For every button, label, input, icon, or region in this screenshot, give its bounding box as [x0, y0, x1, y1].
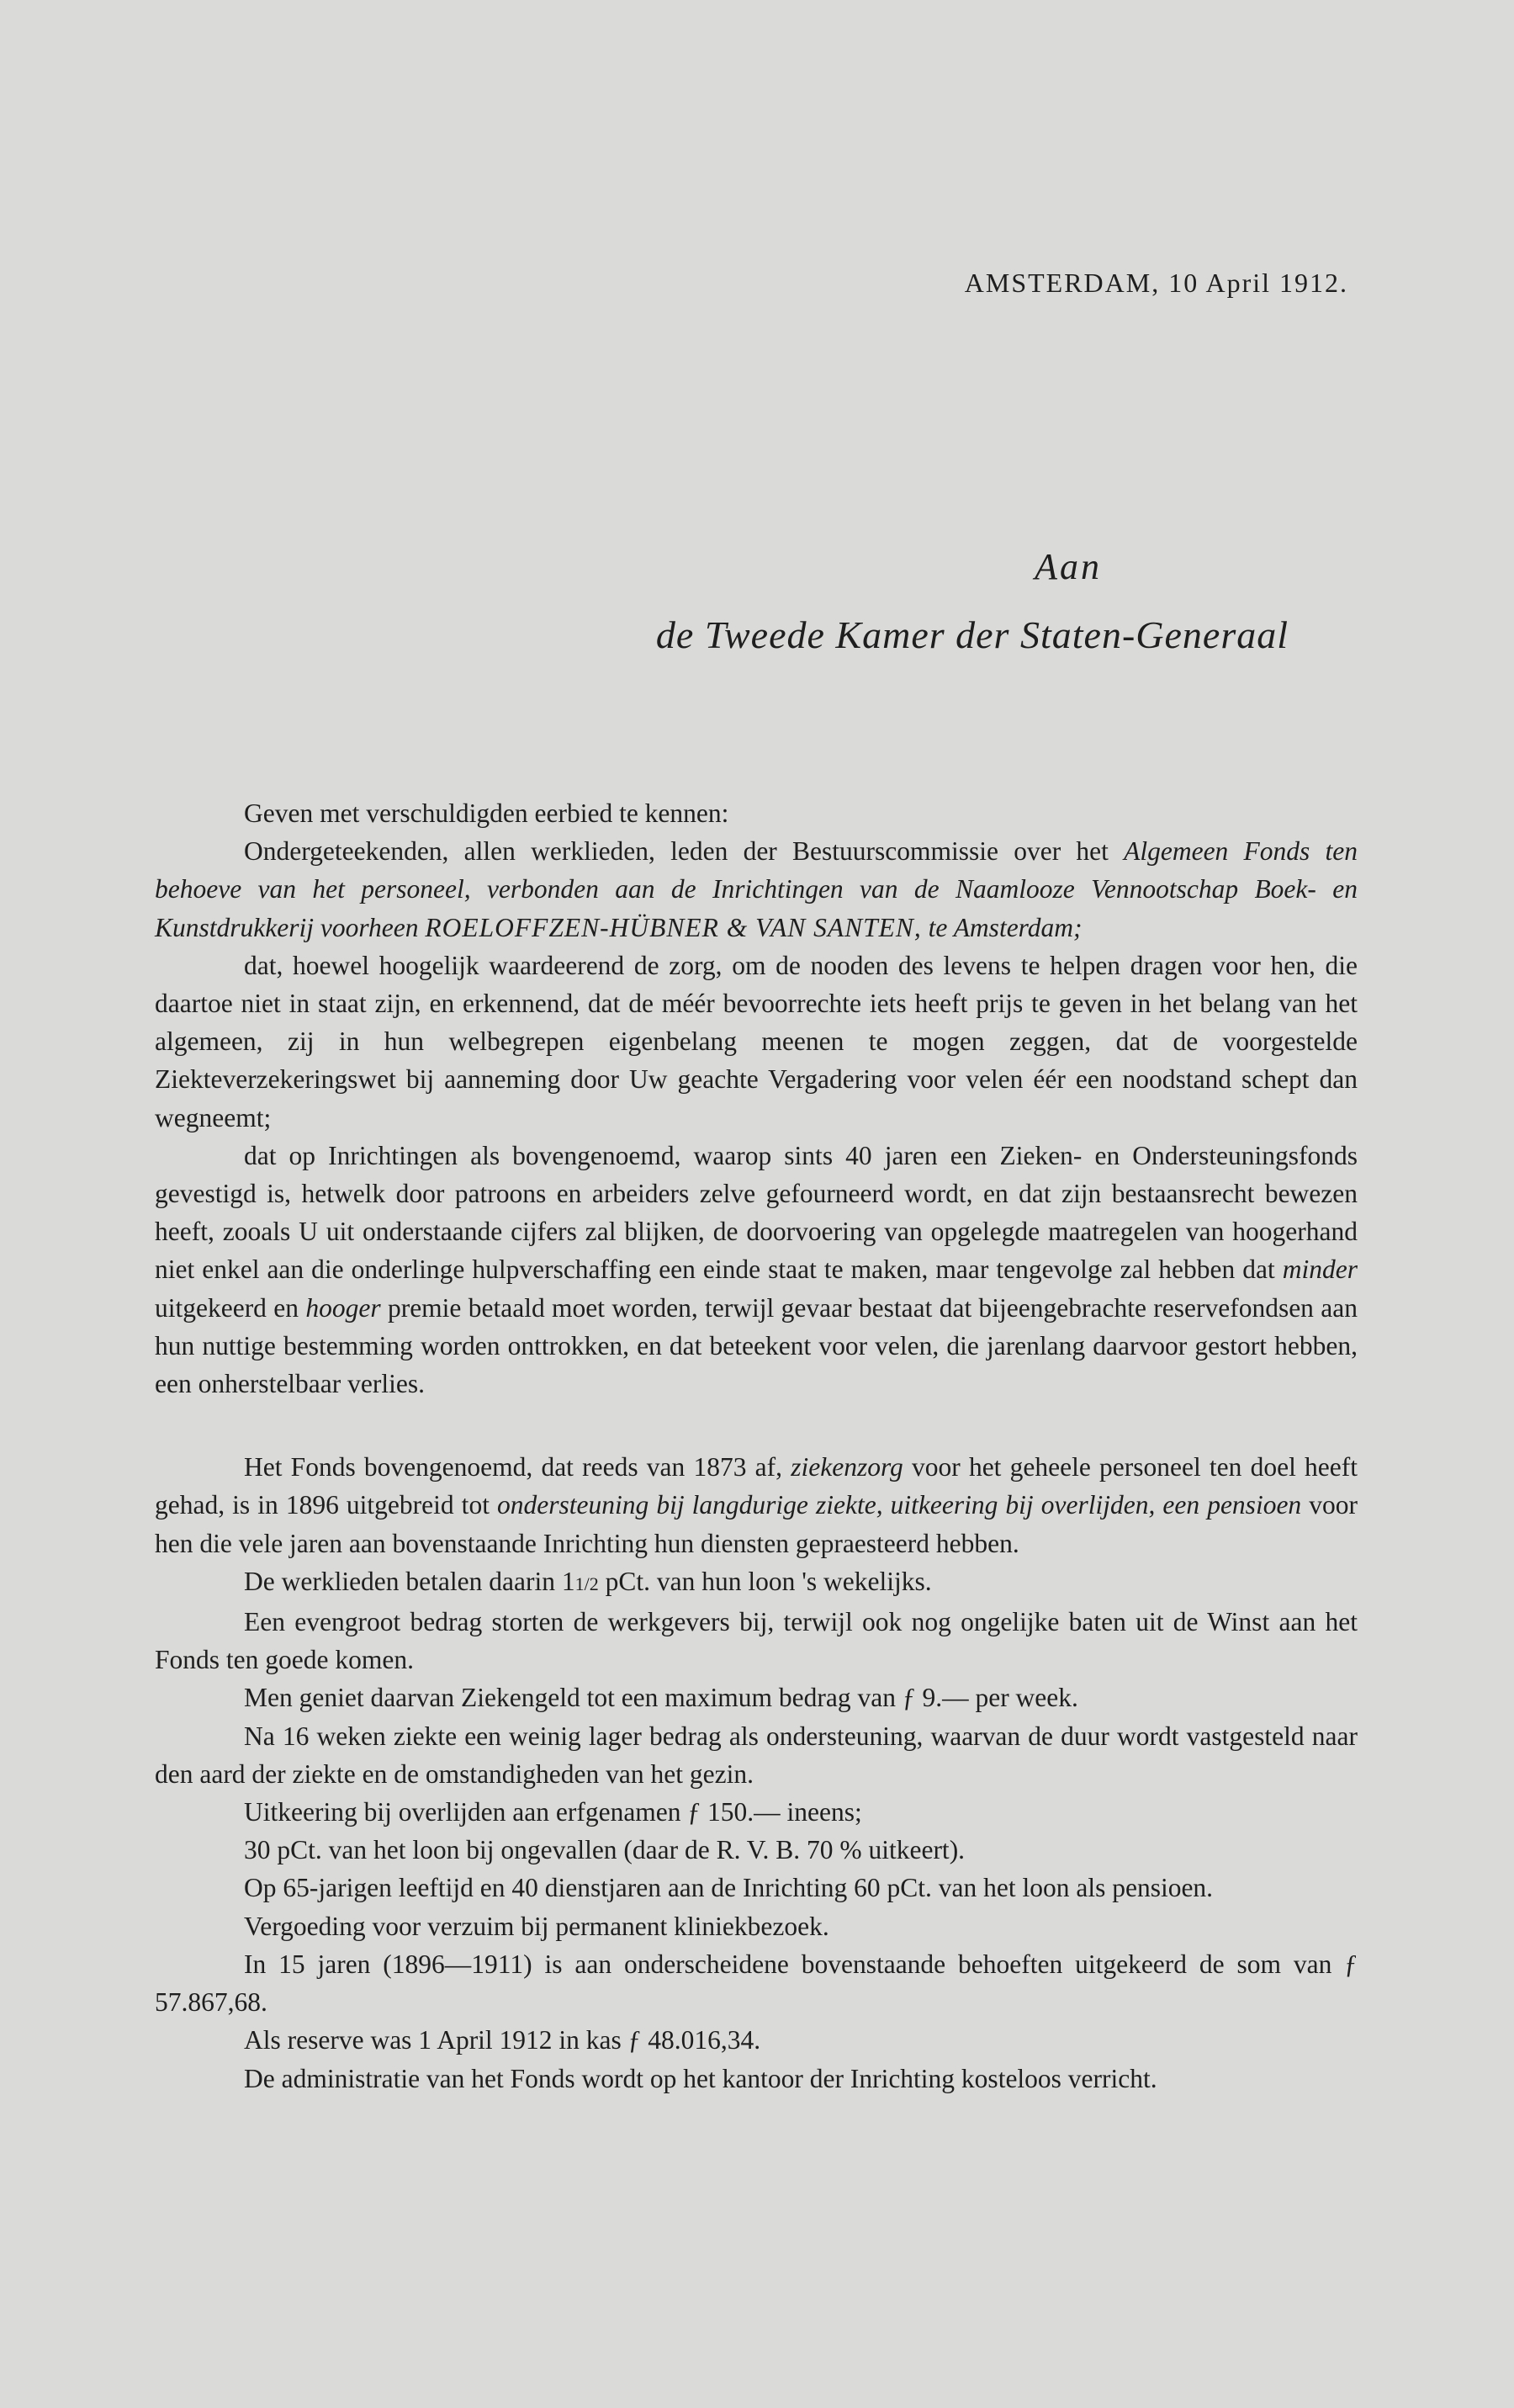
text-run: voor het geheele personeel ten doel heeft gehad, is in 1896 uitgebreid tot — [155, 1452, 1358, 1520]
paragraph-accidents: 30 pCt. van het loon bij ongevallen (daar de R. V. B. 70 % uitkeert). — [244, 1835, 966, 1865]
address-aan: Aan — [1035, 546, 1102, 587]
company-name: ROELOFFZEN-HÜBNER & VAN SANTEN, — [425, 912, 922, 942]
emphasis-ziekenzorg: ziekenzorg — [791, 1452, 903, 1482]
emphasis-benefits: ondersteuning bij langdurige ziekte, uitkeering bij overlijden, een pensioen — [497, 1490, 1302, 1520]
paragraph-pension: Op 65-jarigen leeftijd en 40 dienstjaren aan de Inrichting 60 pCt. van het loon als pensioen. — [244, 1873, 1214, 1903]
paragraph-clinic: Vergoeding voor verzuim bij permanent kliniekbezoek. — [244, 1911, 829, 1941]
paragraph-argument-1: dat, hoewel hoogelijk waardeerend de zorg, om de nooden des levens te helpen dragen voor hen, die daartoe niet in staat zijn, en erkennend, dat de méér bevoorrechte iets heeft prijs te geven in het belang van het algemeen, zij in hun welbegrepen eigenbelang meenen te mogen zeggen, dat de voorgestelde Ziekteverzekeringswet bij aanneming door Uw geachte Vergadering voor velen éér een noodstand schept dan wegneemt; — [155, 950, 1358, 1132]
paragraph-gap — [155, 1403, 1358, 1448]
text-run: De werklieden betalen daarin 1 — [244, 1566, 575, 1596]
paragraph-long-illness: Na 16 weken ziekte een weinig lager bedrag als ondersteuning, waarvan de duur wordt vastgesteld naar den aard der ziekte en de omstandigheden van het gezin. — [155, 1721, 1358, 1789]
text-run: Ondergeteekenden, allen werklieden, leden der Bestuurscommissie over het — [244, 836, 1125, 867]
paragraph-intro: Geven met verschuldigden eerbied te kennen: — [244, 798, 729, 828]
paragraph-employer: Een evengroot bedrag storten de werkgevers bij, terwijl ook nog ongelijke baten uit de Winst aan het Fonds ten goede komen. — [155, 1607, 1358, 1675]
text-run: pCt. van hun loon 's wekelijks. — [598, 1566, 932, 1596]
dateline: AMSTERDAM, 10 April 1912. — [964, 268, 1348, 298]
text-run: dat op Inrichtingen als bovengenoemd, waarop sints 40 jaren een Zieken- en Ondersteuningsfonds gevestigd is, hetwelk door patroons en arbeiders zelve gefourneerd wordt, en dat zijn bestaansrecht bewezen heeft, zooals U uit onderstaande cijfers zal blijken, de doorvoering van opgelegde maatregelen van hoogerhand niet enkel aan die onderlinge hulpverschaffing een einde staat te maken, maar tengevolge zal hebben dat — [155, 1140, 1358, 1285]
text-run: voor hen die vele jaren aan bovenstaande Inrichting hun diensten gepraesteerd hebben. — [155, 1490, 1358, 1558]
paragraph-argument-2 — [155, 1137, 1358, 1403]
fund-name: Algemeen Fonds ten behoeve van het personeel, verbonden aan de Inrichtingen van de Naamlooze Vennootschap Boek- en Kunstdrukkerij voorheen — [155, 836, 1358, 942]
fraction: 1/2 — [574, 1573, 599, 1594]
address-recipient: de Tweede Kamer der Staten-Generaal — [655, 613, 1289, 656]
emphasis-hooger: hooger — [305, 1292, 381, 1323]
paragraph-fund-history — [155, 1448, 1358, 1562]
letter-body — [155, 794, 1358, 2098]
emphasis-minder: minder — [1282, 1254, 1358, 1285]
text-run: Het Fonds bovengenoemd, dat reeds van 1873 af, — [244, 1452, 791, 1482]
place-name: te Amsterdam; — [921, 912, 1083, 942]
text-run: premie betaald moet worden, terwijl gevaar bestaat dat bijeengebrachte reservefondsen aan hun nuttige bestemming worden onttrokken, en dat beteekent voor velen, die jarenlang daarvoor gestort hebben, een onherstelbaar verlies. — [155, 1292, 1358, 1399]
text-run: uitgekeerd en — [155, 1292, 306, 1323]
paragraph-death-benefit: Uitkeering bij overlijden aan erfgenamen ƒ 150.— ineens; — [244, 1797, 862, 1827]
paragraph-contribution — [155, 1562, 1358, 1603]
paragraph-reserve: Als reserve was 1 April 1912 in kas ƒ 48.016,34. — [244, 2025, 761, 2055]
paragraph-sick-pay: Men geniet daarvan Ziekengeld tot een maximum bedrag van ƒ 9.— per week. — [244, 1683, 1078, 1713]
paragraph-administration: De administratie van het Fonds wordt op het kantoor der Inrichting kosteloos verricht. — [244, 2063, 1157, 2093]
paragraph-signatories — [155, 832, 1358, 947]
paragraph-payout-total: In 15 jaren (1896—1911) is aan onderscheidene bovenstaande behoeften uitgekeerd de som van ƒ 57.867,68. — [155, 1949, 1358, 2018]
